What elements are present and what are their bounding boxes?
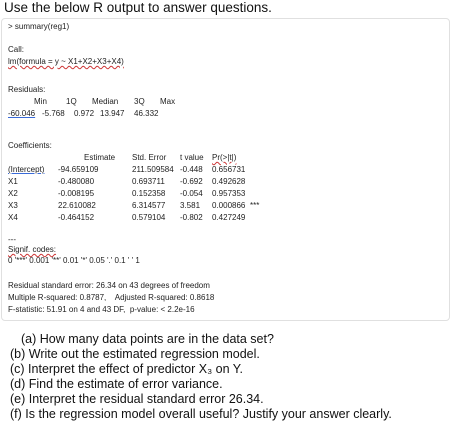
coef-estimate: -94.659109 (58, 165, 99, 174)
coef-t-value: 3.581 (180, 201, 201, 210)
call-label: Call: (8, 45, 25, 54)
residuals-value: 46.332 (134, 109, 159, 118)
residuals-header: Max (160, 97, 176, 106)
coef-t-value: -0.802 (180, 213, 203, 222)
coef-p-value: 0.492628 (212, 177, 246, 186)
call-formula (8, 57, 124, 67)
coef-name: X3 (8, 201, 18, 210)
residuals-header: 3Q (134, 97, 145, 106)
coef-p-value: 0.000866 (212, 201, 246, 210)
residuals-value: 13.947 (100, 109, 125, 118)
f-statistic: F-statistic: 51.91 on 4 and 43 DF, p-value: < 2.2e-16 (8, 305, 195, 314)
question-item: (c) Interpret the effect of predictor X₃ on Y. (10, 362, 243, 376)
coef-t-value: -0.054 (180, 189, 203, 198)
residuals-header: Median (92, 97, 119, 106)
coef-signif: *** (250, 201, 260, 210)
coefficients-label: Coefficients: (8, 141, 52, 150)
signif-label-text: Signif. codes: (8, 245, 57, 254)
residuals-value: -5.768 (42, 109, 65, 118)
coef-header: Std. Error (132, 153, 167, 162)
coef-estimate: -0.464152 (58, 213, 95, 222)
r-output-panel (1, 18, 450, 321)
coef-estimate: -0.008195 (58, 189, 95, 198)
residuals-label: Residuals: (8, 85, 46, 94)
coef-name: (Intercept) (8, 165, 45, 174)
question-item: (e) Interpret the residual standard error 26.34. (10, 392, 264, 406)
question-item: (b) Write out the estimated regression model. (10, 347, 260, 361)
question-item: (d) Find the estimate of error variance. (10, 377, 223, 391)
coef-std-error: 6.314577 (132, 201, 166, 210)
coef-estimate: -0.480080 (58, 177, 95, 186)
coef-std-error: 0.579104 (132, 213, 166, 222)
question-item: (a) How many data points are in the data set? (21, 332, 274, 346)
coef-std-error: 0.693711 (132, 177, 165, 186)
coef-t-value: -0.448 (180, 165, 203, 174)
coef-p-value: 0.427249 (212, 213, 246, 222)
residuals-header: Min (34, 97, 47, 106)
residuals-value: 0.972 (74, 109, 95, 118)
coef-p-value: 0.957353 (212, 189, 246, 198)
coef-estimate: 22.610082 (58, 201, 96, 210)
coef-t-value: -0.692 (180, 177, 203, 186)
residuals-header: 1Q (66, 97, 77, 106)
separator: --- (8, 235, 16, 244)
residuals-value: -60.046 (8, 109, 36, 118)
r-squared: Multiple R-squared: 0.8787, Adjusted R-squared: 0.8618 (8, 293, 215, 302)
page-title: Use the below R output to answer questions. (4, 0, 272, 15)
call-formula-text: lm(formula = y ~ X1+X2+X3+X4) (8, 57, 124, 66)
coef-header: Pr(>|t|) (212, 153, 237, 162)
signif-label (8, 245, 56, 255)
coef-name: X1 (8, 177, 18, 186)
coef-header: t value (180, 153, 204, 162)
coef-std-error: 211.509584 (132, 165, 174, 174)
question-item: (f) Is the regression model overall useful? Justify your answer clearly. (10, 407, 392, 421)
coef-name: X4 (8, 213, 18, 222)
coef-std-error: 0.152358 (132, 189, 166, 198)
coef-header: Estimate (84, 153, 116, 162)
coef-p-value: 0.656731 (212, 165, 246, 174)
r-command: > summary(reg1) (8, 22, 70, 31)
coef-name: X2 (8, 189, 18, 198)
residual-standard-error: Residual standard error: 26.34 on 43 degrees of freedom (8, 281, 210, 290)
signif-codes: 0 '***' 0.001 '**' 0.01 '*' 0.05 '.' 0.1 ' ' 1 (8, 256, 140, 265)
